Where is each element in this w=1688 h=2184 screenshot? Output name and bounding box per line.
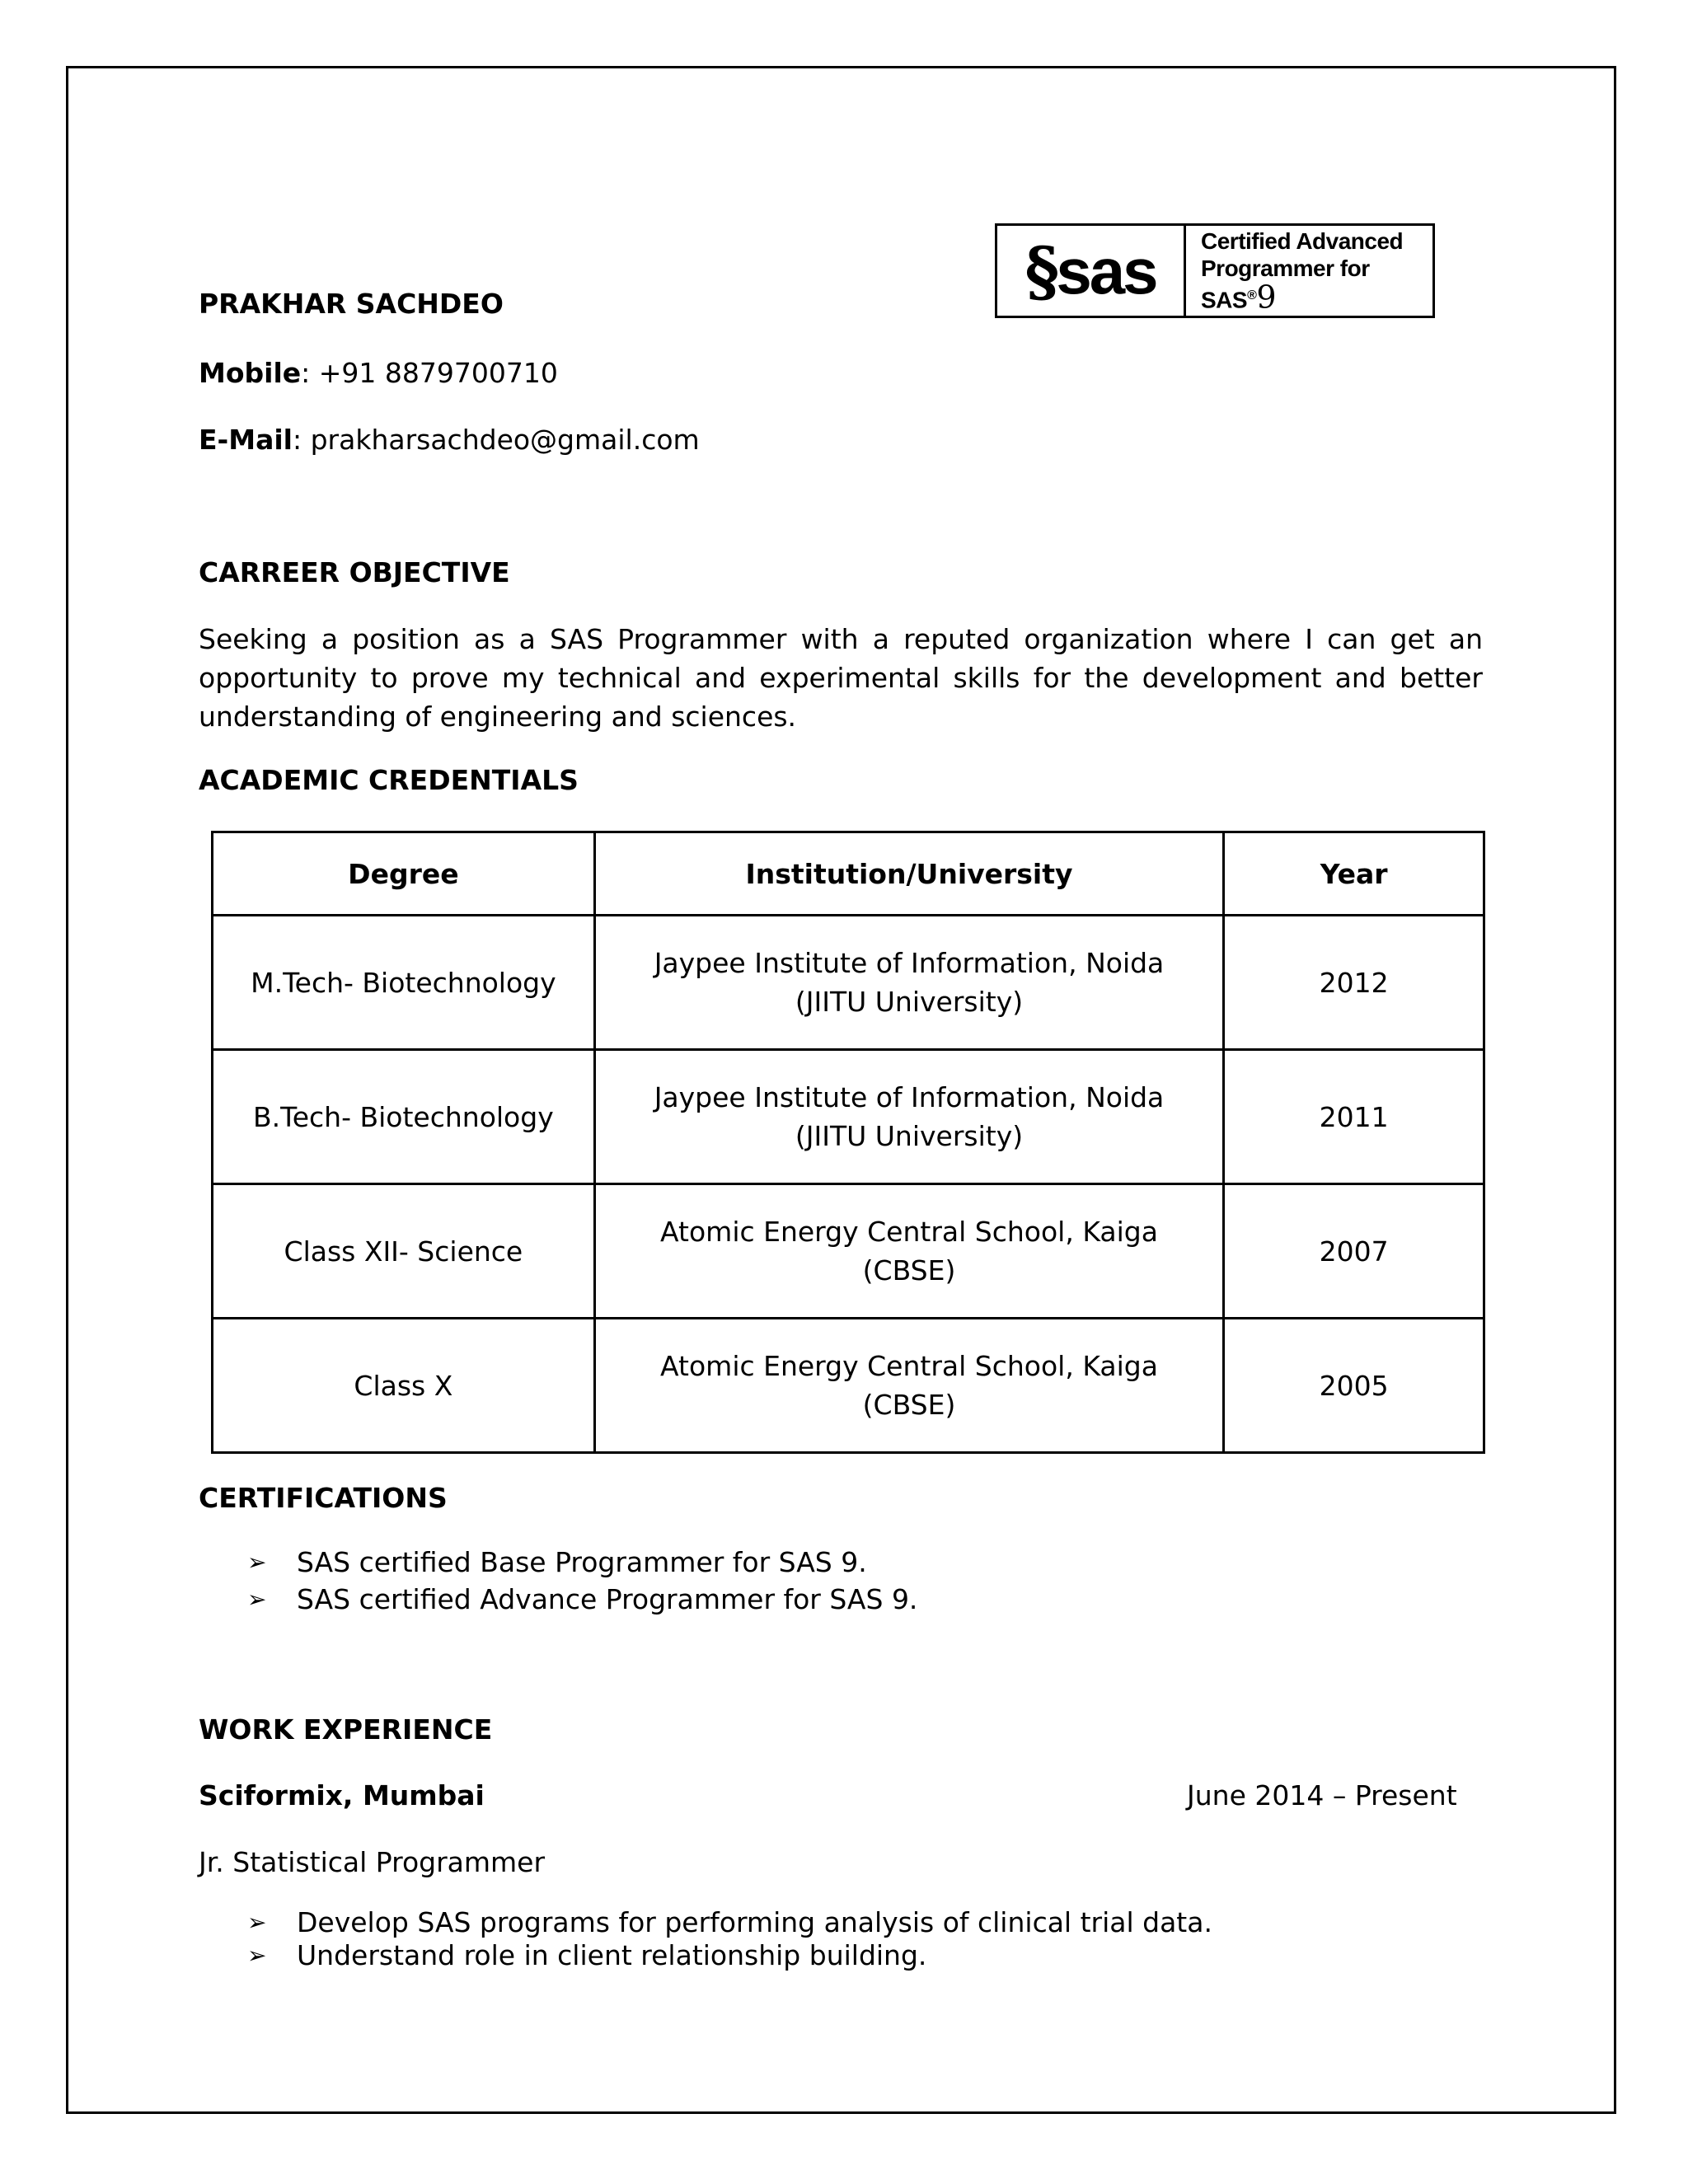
employment-dates: June 2014 – Present bbox=[1187, 1779, 1457, 1811]
degree-cell: M.Tech- Biotechnology bbox=[213, 916, 595, 1050]
work-heading: WORK EXPERIENCE bbox=[199, 1713, 493, 1746]
sas-brand-mark bbox=[997, 226, 1186, 316]
sas-brand-text: sas bbox=[1056, 234, 1156, 307]
institution-cell: Jaypee Institute of Information, Noida (JIITU University) bbox=[594, 1050, 1223, 1184]
table-row bbox=[213, 1050, 1484, 1184]
year-cell: 2007 bbox=[1224, 1184, 1484, 1319]
sas-certification-logo bbox=[995, 223, 1435, 318]
email-value[interactable]: : prakharsachdeo@gmail.com bbox=[292, 424, 700, 456]
mobile-label: Mobile bbox=[199, 357, 302, 389]
arrowhead-bullet-icon: ➢ bbox=[247, 1586, 267, 1613]
list-item: ➢ SAS certified Advance Programmer for SAS 9. bbox=[247, 1583, 918, 1615]
job-title: Jr. Statistical Programmer bbox=[199, 1846, 546, 1878]
objective-heading: CARREER OBJECTIVE bbox=[199, 556, 510, 588]
institution-cell: Jaypee Institute of Information, Noida (JIITU University) bbox=[594, 916, 1223, 1050]
email-line bbox=[199, 421, 700, 459]
table-row bbox=[213, 916, 1484, 1050]
institution-cell: Atomic Energy Central School, Kaiga (CBSE) bbox=[594, 1319, 1223, 1453]
table-row bbox=[213, 1184, 1484, 1319]
list-item: ➢ Develop SAS programs for performing analysis of clinical trial data. bbox=[247, 1906, 1212, 1938]
candidate-name: PRAKHAR SACHDEO bbox=[199, 288, 504, 320]
academic-heading: ACADEMIC CREDENTIALS bbox=[199, 764, 579, 796]
logo-line-1: Certified Advanced bbox=[1201, 228, 1404, 255]
institution-cell: Atomic Energy Central School, Kaiga (CBSE) bbox=[594, 1184, 1223, 1319]
mobile-value: : +91 8879700710 bbox=[301, 357, 558, 389]
column-header-institution: Institution/University bbox=[594, 832, 1223, 916]
list-item: ➢ Understand role in client relationship building. bbox=[247, 1939, 927, 1971]
column-header-degree: Degree bbox=[213, 832, 595, 916]
academic-table bbox=[211, 831, 1485, 1454]
mobile-line bbox=[199, 354, 558, 392]
logo-line-2: Programmer for SAS®9 bbox=[1201, 255, 1370, 316]
certifications-list bbox=[247, 1546, 917, 1616]
objective-text: Seeking a position as a SAS Programmer with a reputed organization where I can get an opportunity to prove my technical and experimental skills for the development and better understanding of engineering and sciences. bbox=[199, 623, 1483, 733]
company-name: Sciformix, Mumbai bbox=[199, 1779, 485, 1811]
list-item: ➢ SAS certified Base Programmer for SAS 9. bbox=[247, 1546, 867, 1578]
degree-cell: Class XII- Science bbox=[213, 1184, 595, 1319]
arrowhead-bullet-icon: ➢ bbox=[247, 1549, 267, 1576]
table-row bbox=[213, 1319, 1484, 1453]
table-header-row bbox=[213, 832, 1484, 916]
year-cell: 2012 bbox=[1224, 916, 1484, 1050]
certifications-heading: CERTIFICATIONS bbox=[199, 1482, 448, 1514]
arrowhead-bullet-icon: ➢ bbox=[247, 1909, 267, 1936]
email-label: E-Mail bbox=[199, 424, 293, 456]
responsibilities-list bbox=[247, 1906, 1212, 1972]
degree-cell: B.Tech- Biotechnology bbox=[213, 1050, 595, 1184]
year-cell: 2005 bbox=[1224, 1319, 1484, 1453]
column-header-year: Year bbox=[1224, 832, 1484, 916]
arrowhead-bullet-icon: ➢ bbox=[247, 1942, 267, 1969]
sas-swirl-icon: § bbox=[1025, 232, 1060, 310]
year-cell: 2011 bbox=[1224, 1050, 1484, 1184]
sas-certification-text bbox=[1186, 226, 1432, 316]
degree-cell: Class X bbox=[213, 1319, 595, 1453]
